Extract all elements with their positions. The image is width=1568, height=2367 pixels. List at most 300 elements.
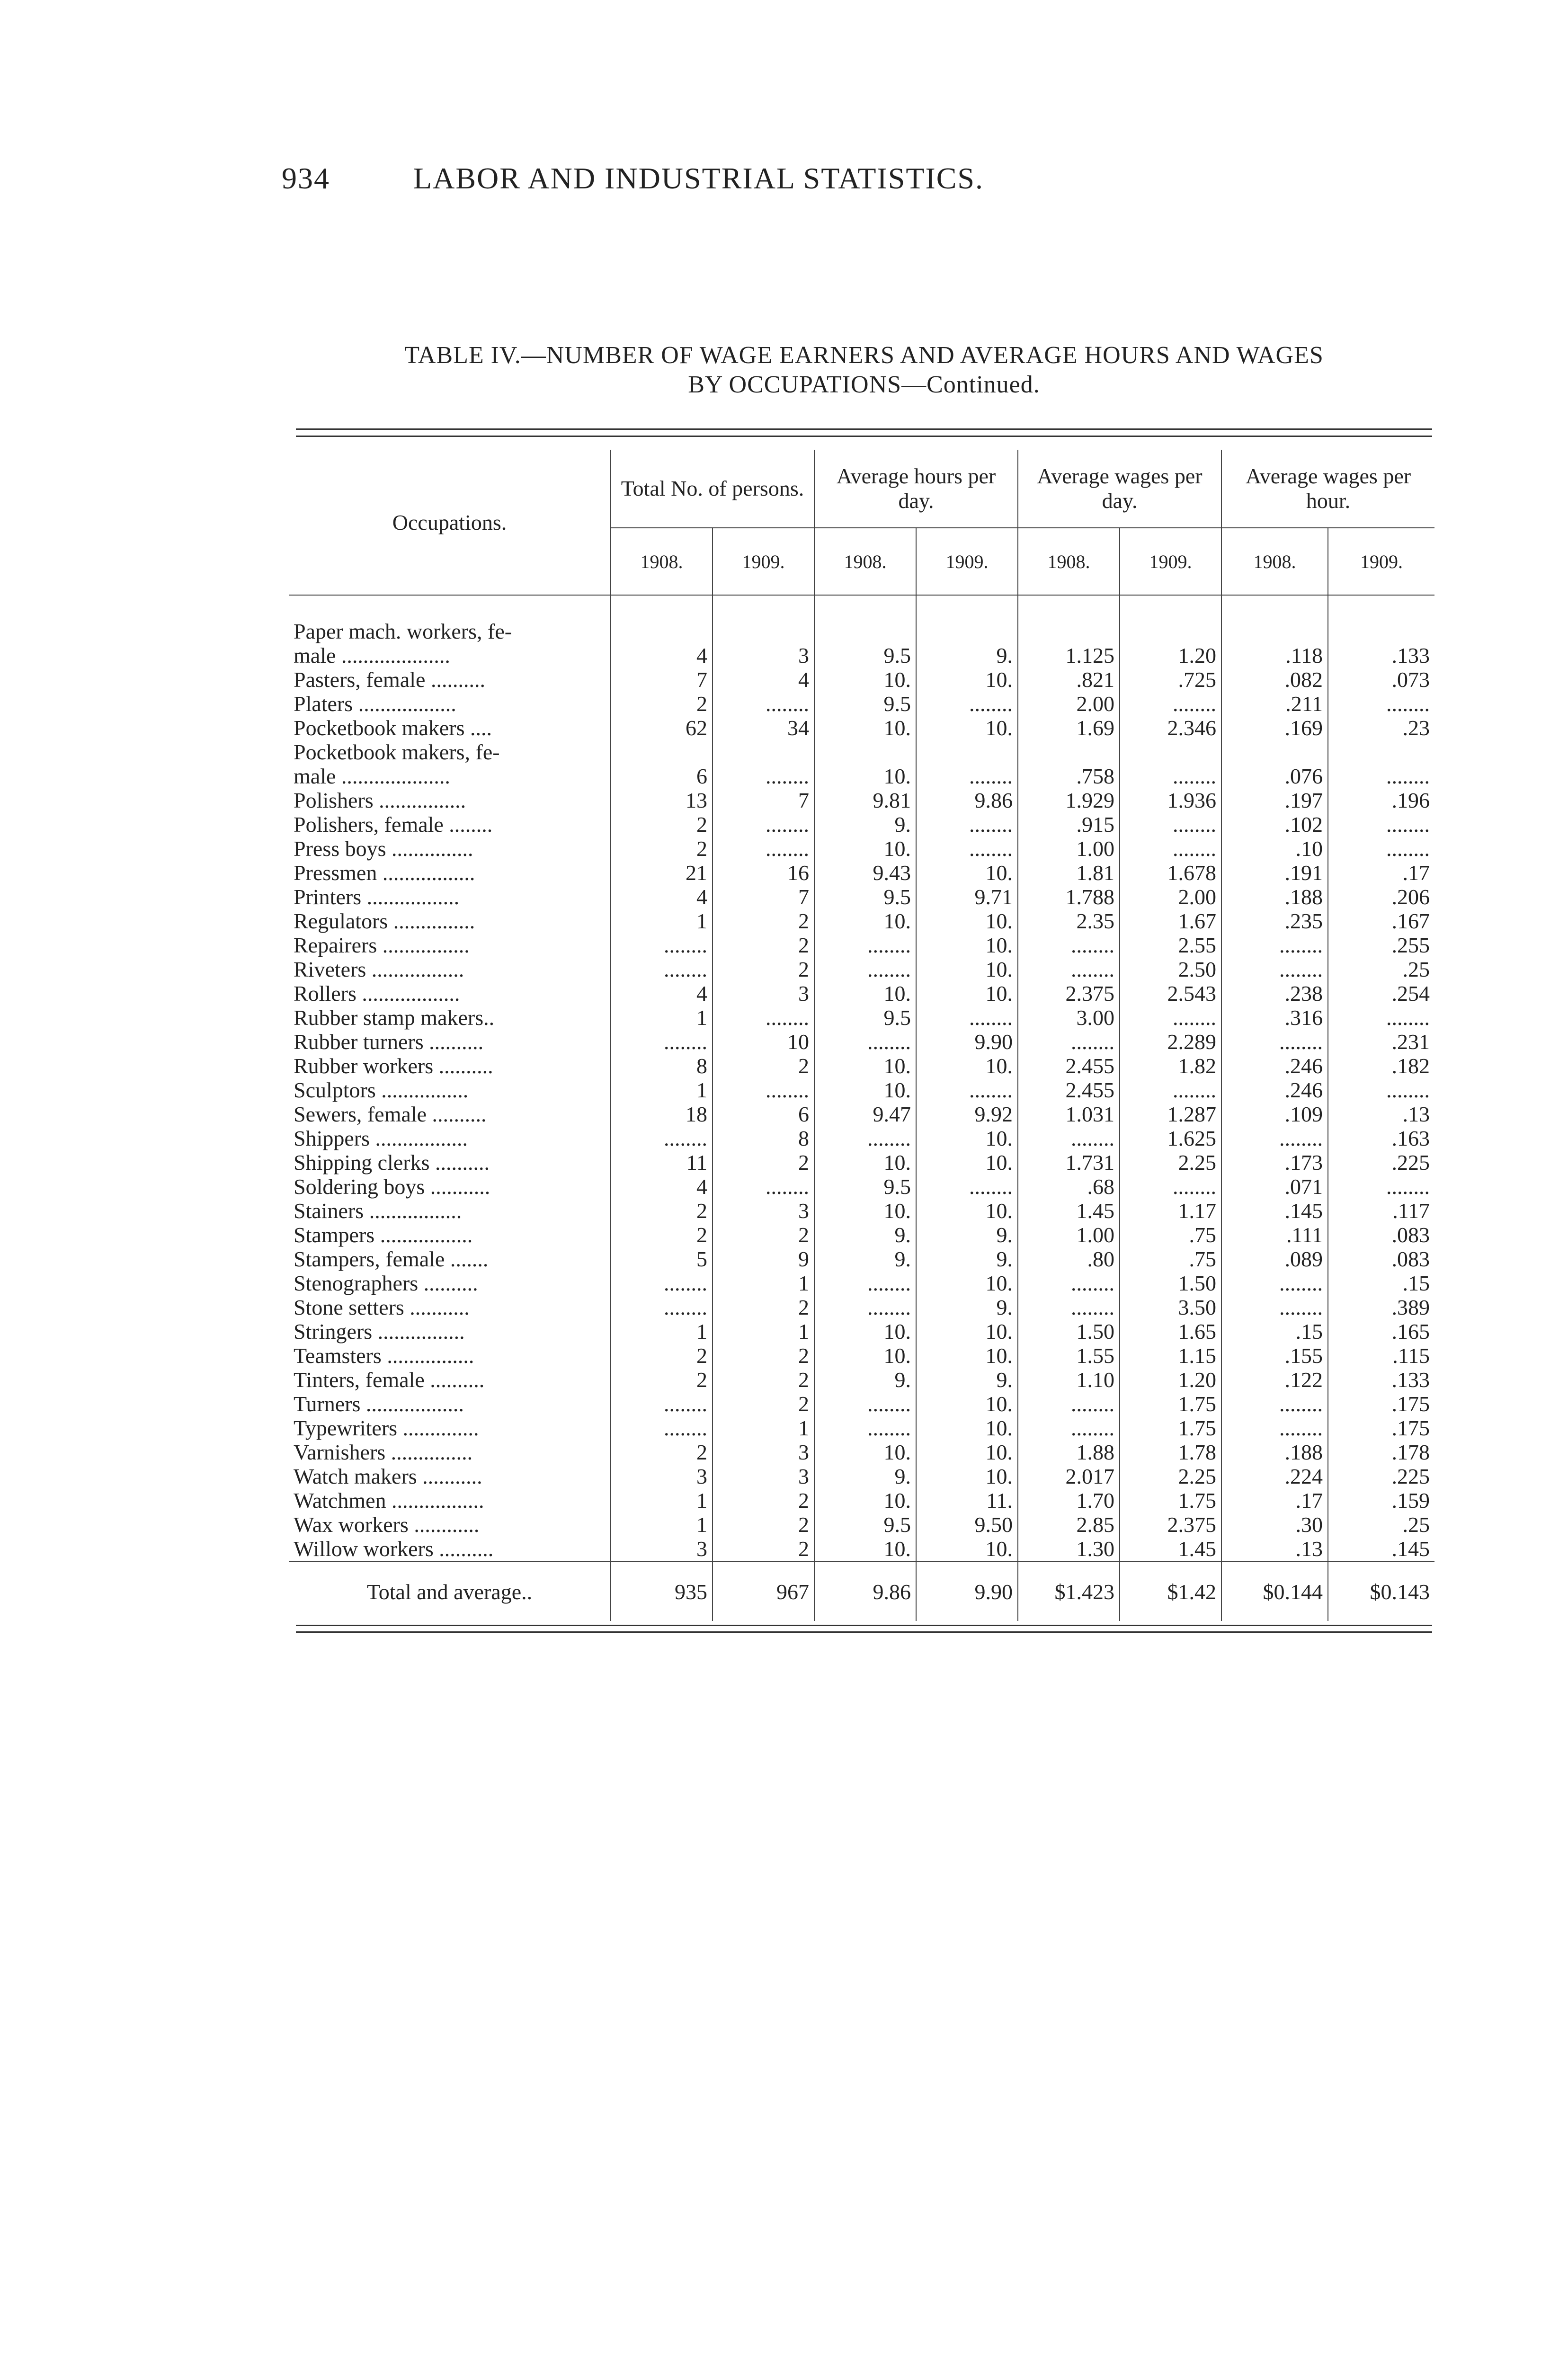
table-cell: 1.20 [1120, 643, 1221, 667]
table-cell: 1 [611, 1078, 713, 1102]
table-cell: .145 [1221, 1199, 1328, 1223]
table-cell: .25 [1328, 1513, 1434, 1537]
occupation-label: Sculptors ................ [294, 1078, 469, 1102]
table-cell: 2.375 [1018, 981, 1120, 1006]
table-row [289, 1537, 1434, 1561]
table-cell: ........ [1018, 1416, 1120, 1440]
table-cell: 2 [611, 1199, 713, 1223]
table-cell: ........ [1018, 957, 1120, 981]
table-cell: 2.455 [1018, 1054, 1120, 1078]
table-cell: ........ [1221, 957, 1328, 981]
table-cell: 10. [814, 1054, 916, 1078]
table-cell: 10. [916, 1344, 1018, 1368]
table-row [289, 1416, 1434, 1440]
table-cell: 4 [713, 667, 814, 692]
table-cell: ........ [1120, 1175, 1221, 1199]
table-cell: ........ [916, 836, 1018, 861]
table-row [289, 933, 1434, 957]
table-row [289, 716, 1434, 740]
occupation-label: Wax workers ............ [294, 1513, 480, 1537]
year-header: 1909. [1328, 528, 1434, 595]
table-row [289, 885, 1434, 909]
table-cell: .122 [1221, 1368, 1328, 1392]
occupation-label: Willow workers .......... [294, 1537, 494, 1561]
table-cell: ........ [1221, 1295, 1328, 1319]
table-cell: 2 [713, 1344, 814, 1368]
table-cell: 9. [916, 1247, 1018, 1271]
table-cell: .155 [1221, 1344, 1328, 1368]
total-cell: 9.90 [916, 1561, 1018, 1621]
occupation-label: Shipping clerks .......... [294, 1150, 490, 1175]
table-row [289, 692, 1434, 716]
table-cell: .725 [1120, 667, 1221, 692]
table-cell: 2 [611, 1368, 713, 1392]
table-cell: 1.50 [1120, 1271, 1221, 1295]
table-row [289, 1175, 1434, 1199]
table-cell: .75 [1120, 1223, 1221, 1247]
table-cell: 10 [713, 1030, 814, 1054]
table-row [289, 1464, 1434, 1488]
table-cell: 1.75 [1120, 1392, 1221, 1416]
table-cell: ........ [1221, 1126, 1328, 1150]
table-cell: .17 [1328, 861, 1434, 885]
table-row [289, 1488, 1434, 1513]
table-row [289, 1319, 1434, 1344]
table-row [289, 1295, 1434, 1319]
table-cell: .75 [1120, 1247, 1221, 1271]
table-cell: 1.731 [1018, 1150, 1120, 1175]
table-cell: 8 [713, 1126, 814, 1150]
table-cell: .255 [1328, 933, 1434, 957]
table-cell: .163 [1328, 1126, 1434, 1150]
table-cell: 2 [611, 1440, 713, 1464]
table-cell: .211 [1221, 692, 1328, 716]
table-cell: .133 [1328, 1368, 1434, 1392]
table-cell: 3.00 [1018, 1006, 1120, 1030]
table-cell: ........ [611, 1271, 713, 1295]
table-row [289, 1078, 1434, 1102]
table-cell: 2 [713, 1223, 814, 1247]
table-cell: .076 [1221, 764, 1328, 788]
total-cell: 967 [713, 1561, 814, 1621]
running-title: LABOR AND INDUSTRIAL STATISTICS. [413, 161, 984, 195]
year-header: 1908. [611, 528, 713, 595]
table-cell: 2.35 [1018, 909, 1120, 933]
table-cell: 1.75 [1120, 1416, 1221, 1440]
occupation-label: Pasters, female .......... [294, 667, 485, 692]
table-cell: 3 [611, 1537, 713, 1561]
table-cell: 9.43 [814, 861, 916, 885]
table-cell: 10. [916, 1199, 1018, 1223]
table-body [289, 595, 1434, 1561]
table-cell: 1.45 [1120, 1537, 1221, 1561]
table-cell: 9. [814, 1464, 916, 1488]
table-row [289, 1368, 1434, 1392]
table-cell: .071 [1221, 1175, 1328, 1199]
occupation-label: Platers .................. [294, 692, 456, 716]
table-cell: 1 [713, 1416, 814, 1440]
table-cell: 21 [611, 861, 713, 885]
table-cell: .15 [1328, 1271, 1434, 1295]
table-cell [1120, 595, 1221, 643]
table-cell: 10. [814, 1150, 916, 1175]
table-cell: 2 [611, 1344, 713, 1368]
total-row [289, 1561, 1434, 1621]
occupation-label: Rollers .................. [294, 981, 460, 1006]
table-cell: 10. [814, 764, 916, 788]
table-row [289, 1223, 1434, 1247]
table-cell: 10. [814, 667, 916, 692]
table-cell: .165 [1328, 1319, 1434, 1344]
table-cell: ........ [1018, 933, 1120, 957]
table-cell: ........ [1120, 812, 1221, 836]
table-cell: 1.65 [1120, 1319, 1221, 1344]
table-cell: 10. [916, 933, 1018, 957]
table-cell: ........ [611, 1392, 713, 1416]
occupation-label: Stenographers .......... [294, 1271, 478, 1295]
table-cell: 1.00 [1018, 836, 1120, 861]
table-cell: .175 [1328, 1392, 1434, 1416]
table-cell: 10. [814, 1488, 916, 1513]
table-cell: 10. [916, 1319, 1018, 1344]
table-cell: .109 [1221, 1102, 1328, 1126]
occupation-label: Pocketbook makers, fe- [294, 740, 500, 764]
table-cell: 9.47 [814, 1102, 916, 1126]
table-cell: .316 [1221, 1006, 1328, 1030]
table-cell: .169 [1221, 716, 1328, 740]
table-cell: 2.455 [1018, 1078, 1120, 1102]
table-cell: 2 [713, 1488, 814, 1513]
table-cell: ........ [611, 1416, 713, 1440]
table-cell: 8 [611, 1054, 713, 1078]
table-cell: ........ [1018, 1126, 1120, 1150]
table-cell: 10. [814, 1319, 916, 1344]
table-cell: .80 [1018, 1247, 1120, 1271]
top-rule-inner [296, 436, 1432, 437]
table-cell: 2.25 [1120, 1464, 1221, 1488]
table-row [289, 836, 1434, 861]
table-cell: ........ [1221, 1416, 1328, 1440]
table-cell: 1.75 [1120, 1488, 1221, 1513]
table-cell: 3 [713, 1464, 814, 1488]
table-cell: 62 [611, 716, 713, 740]
table-cell: 1.929 [1018, 788, 1120, 812]
table-cell: 2 [713, 1295, 814, 1319]
table-cell: .145 [1328, 1537, 1434, 1561]
wage-table [289, 450, 1434, 1621]
table-row [289, 1102, 1434, 1126]
table-cell: 1 [611, 909, 713, 933]
group-header-wages-hour: Average wages per hour. [1221, 450, 1434, 528]
table-cell: ........ [814, 1126, 916, 1150]
table-cell: 1.17 [1120, 1199, 1221, 1223]
table-cell: 10. [916, 1150, 1018, 1175]
table-cell: 11. [916, 1488, 1018, 1513]
table-row [289, 788, 1434, 812]
table-cell: .23 [1328, 716, 1434, 740]
table-cell: .15 [1221, 1319, 1328, 1344]
table-cell: ........ [1018, 1392, 1120, 1416]
table-cell: 2 [611, 836, 713, 861]
table-cell: 10. [916, 716, 1018, 740]
table-cell: 10. [916, 1271, 1018, 1295]
table-cell: ........ [1018, 1295, 1120, 1319]
total-cell: $1.42 [1120, 1561, 1221, 1621]
table-cell: .224 [1221, 1464, 1328, 1488]
table-cell: ........ [814, 933, 916, 957]
table-row [289, 1247, 1434, 1271]
table-cell: .073 [1328, 667, 1434, 692]
occupation-label: Pocketbook makers .... [294, 716, 492, 740]
table-cell: 7 [713, 788, 814, 812]
table-cell: 1.81 [1018, 861, 1120, 885]
table-row [289, 861, 1434, 885]
table-cell: 1 [611, 1006, 713, 1030]
occupation-label: Soldering boys ........... [294, 1175, 490, 1199]
table-cell: ........ [1221, 933, 1328, 957]
table-cell: .117 [1328, 1199, 1434, 1223]
table-cell: 3.50 [1120, 1295, 1221, 1319]
table-cell: 9.81 [814, 788, 916, 812]
table-cell: 1.10 [1018, 1368, 1120, 1392]
occupation-label: male .................... [294, 764, 450, 788]
table-cell: 2.289 [1120, 1030, 1221, 1054]
table-cell: 2 [713, 1150, 814, 1175]
table-cell: 16 [713, 861, 814, 885]
table-cell: 9 [713, 1247, 814, 1271]
table-cell [1018, 595, 1120, 643]
year-header: 1909. [916, 528, 1018, 595]
table-cell: 3 [611, 1464, 713, 1488]
table-cell: 1.287 [1120, 1102, 1221, 1126]
table-cell: ........ [611, 957, 713, 981]
table-cell [1221, 595, 1328, 643]
occupation-label: Regulators ............... [294, 909, 475, 933]
table-cell: ........ [916, 1078, 1018, 1102]
table-cell: ........ [611, 1030, 713, 1054]
table-cell: .231 [1328, 1030, 1434, 1054]
table-cell: 1.69 [1018, 716, 1120, 740]
table-cell: ........ [713, 1078, 814, 1102]
table-cell: ........ [1328, 1078, 1434, 1102]
table-cell: 34 [713, 716, 814, 740]
table-cell [1328, 595, 1434, 643]
table-cell: ........ [1328, 836, 1434, 861]
occupation-label: Riveters ................. [294, 957, 464, 981]
table-cell: 1.67 [1120, 909, 1221, 933]
table-cell: .30 [1221, 1513, 1328, 1537]
table-cell: 1.88 [1018, 1440, 1120, 1464]
occupation-label: Rubber turners .......... [294, 1030, 484, 1054]
table-cell: 1.031 [1018, 1102, 1120, 1126]
table-cell: 6 [713, 1102, 814, 1126]
top-rule [296, 428, 1432, 430]
table-cell [916, 740, 1018, 764]
table-cell: 4 [611, 981, 713, 1006]
table-row [289, 1199, 1434, 1223]
table-cell: 9.92 [916, 1102, 1018, 1126]
table-row [289, 981, 1434, 1006]
table-cell: 10. [916, 1440, 1018, 1464]
table-cell: 9.5 [814, 1006, 916, 1030]
table-cell: ........ [1018, 1030, 1120, 1054]
occupation-label: Stainers ................. [294, 1199, 462, 1223]
table-cell: 2.85 [1018, 1513, 1120, 1537]
occupation-label: Watch makers ........... [294, 1464, 482, 1488]
table-cell: 9.5 [814, 1513, 916, 1537]
occupation-label: Repairers ................ [294, 933, 470, 957]
table-cell: 11 [611, 1150, 713, 1175]
bottom-rule-inner [296, 1631, 1432, 1633]
table-cell: 9.5 [814, 885, 916, 909]
table-row [289, 643, 1434, 667]
table-cell: 5 [611, 1247, 713, 1271]
table-cell: 3 [713, 1440, 814, 1464]
table-cell: 2.50 [1120, 957, 1221, 981]
table-cell: ........ [916, 764, 1018, 788]
table-cell: .182 [1328, 1054, 1434, 1078]
table-row [289, 764, 1434, 788]
table-cell: ........ [713, 692, 814, 716]
table-cell: 2 [713, 1368, 814, 1392]
table-cell: ........ [814, 1416, 916, 1440]
group-header-persons: Total No. of persons. [611, 450, 814, 528]
table-cell: 4 [611, 885, 713, 909]
table-cell: 3 [713, 981, 814, 1006]
occupation-label: Stone setters ........... [294, 1295, 470, 1319]
table-cell: 4 [611, 1175, 713, 1199]
table-cell: 2 [713, 1392, 814, 1416]
table-cell: 2 [713, 1513, 814, 1537]
table-cell: 1.78 [1120, 1440, 1221, 1464]
table-cell: .235 [1221, 909, 1328, 933]
table-cell: 2.25 [1120, 1150, 1221, 1175]
table-cell: 10. [814, 1078, 916, 1102]
table-cell: 9.71 [916, 885, 1018, 909]
table-cell [713, 740, 814, 764]
table-cell: 10. [916, 1537, 1018, 1561]
table-cell: ........ [1120, 1006, 1221, 1030]
table-cell: 9.5 [814, 643, 916, 667]
page-number: 934 [282, 161, 330, 195]
table-cell: 6 [611, 764, 713, 788]
table-cell: ........ [1328, 1175, 1434, 1199]
table-cell: 2.543 [1120, 981, 1221, 1006]
table-cell: .089 [1221, 1247, 1328, 1271]
table-cell: ........ [814, 957, 916, 981]
table-cell: ........ [611, 933, 713, 957]
table-cell: ........ [916, 1006, 1018, 1030]
table-cell: 9. [814, 812, 916, 836]
table-cell: 9.86 [916, 788, 1018, 812]
table-cell: 1 [713, 1271, 814, 1295]
table-cell: ........ [814, 1392, 916, 1416]
table-cell: .133 [1328, 643, 1434, 667]
table-cell: 1.20 [1120, 1368, 1221, 1392]
table-cell: 1.00 [1018, 1223, 1120, 1247]
table-cell: .821 [1018, 667, 1120, 692]
table-title-line-1: TABLE IV.—NUMBER OF WAGE EARNERS AND AVERAGE HOURS AND WAGES [404, 342, 1324, 369]
table-cell: ........ [611, 1295, 713, 1319]
table-cell: 2 [713, 933, 814, 957]
table-cell: ........ [1018, 1271, 1120, 1295]
table-cell: ........ [814, 1030, 916, 1054]
group-header-hours: Average hours per day. [814, 450, 1018, 528]
table-cell: ........ [1328, 812, 1434, 836]
table-cell: .68 [1018, 1175, 1120, 1199]
occupation-label: Varnishers ............... [294, 1440, 473, 1464]
table-cell: 10. [814, 909, 916, 933]
table-cell: 9. [916, 1368, 1018, 1392]
table-cell: .17 [1221, 1488, 1328, 1513]
table-cell: 9.5 [814, 1175, 916, 1199]
table-cell: .159 [1328, 1488, 1434, 1513]
table-cell: .083 [1328, 1223, 1434, 1247]
table-row [289, 909, 1434, 933]
table-cell: .13 [1221, 1537, 1328, 1561]
table-cell [611, 740, 713, 764]
table-cell: ........ [814, 1271, 916, 1295]
total-cell: $0.143 [1328, 1561, 1434, 1621]
table-cell [1221, 740, 1328, 764]
table-row [289, 1006, 1434, 1030]
table-cell: .758 [1018, 764, 1120, 788]
table-row [289, 957, 1434, 981]
table-cell: .389 [1328, 1295, 1434, 1319]
table-cell: .082 [1221, 667, 1328, 692]
group-header-wages-day: Average wages per day. [1018, 450, 1221, 528]
table-cell: 9. [814, 1223, 916, 1247]
table-cell: ........ [713, 1006, 814, 1030]
table-cell: ........ [611, 1126, 713, 1150]
table-cell: ........ [814, 1295, 916, 1319]
table-cell: .197 [1221, 788, 1328, 812]
table-cell: 1.50 [1018, 1319, 1120, 1344]
table-cell: 1.45 [1018, 1199, 1120, 1223]
total-cell: $0.144 [1221, 1561, 1328, 1621]
table-cell: ........ [713, 1175, 814, 1199]
table-cell [713, 595, 814, 643]
table-cell: .246 [1221, 1078, 1328, 1102]
table-cell: ........ [713, 836, 814, 861]
table-cell: 9.5 [814, 692, 916, 716]
table-cell: ........ [1328, 692, 1434, 716]
occupation-label: Stampers ................. [294, 1223, 473, 1247]
table-cell: .173 [1221, 1150, 1328, 1175]
table-cell: 10. [814, 1440, 916, 1464]
table-title [289, 341, 1439, 400]
occupation-label: Polishers ................ [294, 788, 466, 812]
table-row [289, 1392, 1434, 1416]
table-cell: .10 [1221, 836, 1328, 861]
table-cell: 1 [611, 1513, 713, 1537]
table-cell: .083 [1328, 1247, 1434, 1271]
table-cell: 13 [611, 788, 713, 812]
bottom-rule [296, 1625, 1432, 1626]
table-cell: 2.00 [1120, 885, 1221, 909]
occupation-label: Polishers, female ........ [294, 812, 493, 836]
table-row [289, 595, 1434, 643]
occupation-label: Turners .................. [294, 1392, 464, 1416]
occupation-label: Printers ................. [294, 885, 460, 909]
table-cell: ........ [1221, 1271, 1328, 1295]
table-cell: 2.55 [1120, 933, 1221, 957]
table-cell: 9. [916, 1295, 1018, 1319]
table-cell: .206 [1328, 885, 1434, 909]
table-cell: 1.625 [1120, 1126, 1221, 1150]
table-row [289, 1513, 1434, 1537]
table-cell [916, 595, 1018, 643]
